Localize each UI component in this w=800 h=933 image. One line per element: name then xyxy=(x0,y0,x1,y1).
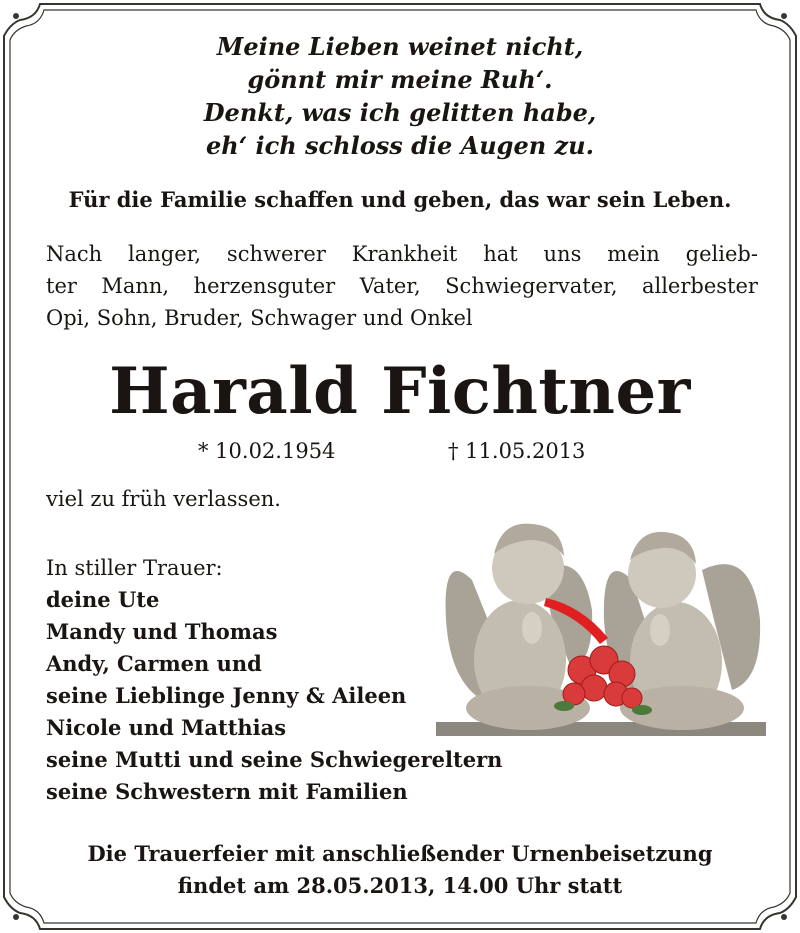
word: herzensguter xyxy=(193,274,336,298)
ceremony-line: Die Trauerfeier mit anschließender Urnenbeisetzung xyxy=(87,841,713,866)
motto: Für die Familie schaffen und geben, das war sein Leben. xyxy=(68,187,732,212)
mourner: deine Ute xyxy=(46,587,160,612)
word: Schwiegervater, xyxy=(445,274,618,298)
left-early-text: viel zu früh verlassen. xyxy=(46,487,281,511)
angel-figures-image xyxy=(432,510,772,746)
poem-line: Denkt, was ich gelitten habe, xyxy=(203,98,597,127)
word: Vater, xyxy=(359,274,421,298)
poem-line: eh‘ ich schloss die Augen zu. xyxy=(206,131,594,160)
word: hat xyxy=(483,242,518,266)
word: uns xyxy=(543,242,582,266)
intro-text xyxy=(46,238,758,334)
birth-date: * 10.02.1954 xyxy=(198,439,336,463)
poem-line: gönnt mir meine Ruh‘. xyxy=(247,65,553,94)
death-date: † 11.05.2013 xyxy=(448,439,586,463)
word: Mann, xyxy=(101,274,170,298)
word: ter xyxy=(46,274,77,298)
ceremony-line: findet am 28.05.2013, 14.00 Uhr statt xyxy=(177,873,623,898)
intro-line-1 xyxy=(46,238,758,270)
mourner: seine Schwestern mit Familien xyxy=(46,779,408,804)
intro-line-2 xyxy=(46,270,758,302)
word: langer, xyxy=(128,242,202,266)
mourner: Andy, Carmen und xyxy=(46,651,262,676)
word: schwerer xyxy=(226,242,326,266)
word: mein xyxy=(607,242,660,266)
poem-line: Meine Lieben weinet nicht, xyxy=(216,32,584,61)
word: Nach xyxy=(46,242,103,266)
mourner: seine Lieblinge Jenny & Aileen xyxy=(46,683,407,708)
mourner: Mandy und Thomas xyxy=(46,619,278,644)
ceremony-notice xyxy=(0,838,800,902)
mourners-heading: In stiller Trauer: xyxy=(46,556,223,580)
word: Krankheit xyxy=(351,242,458,266)
mourner: seine Mutti und seine Schwiegereltern xyxy=(46,747,503,772)
mourner: Nicole und Matthias xyxy=(46,715,287,740)
word: allerbester xyxy=(641,274,758,298)
intro-line-3: Opi, Sohn, Bruder, Schwager und Onkel xyxy=(46,306,473,330)
poem xyxy=(0,30,800,162)
word: gelieb- xyxy=(685,242,758,266)
deceased-name: Harald Fichtner xyxy=(109,354,691,429)
